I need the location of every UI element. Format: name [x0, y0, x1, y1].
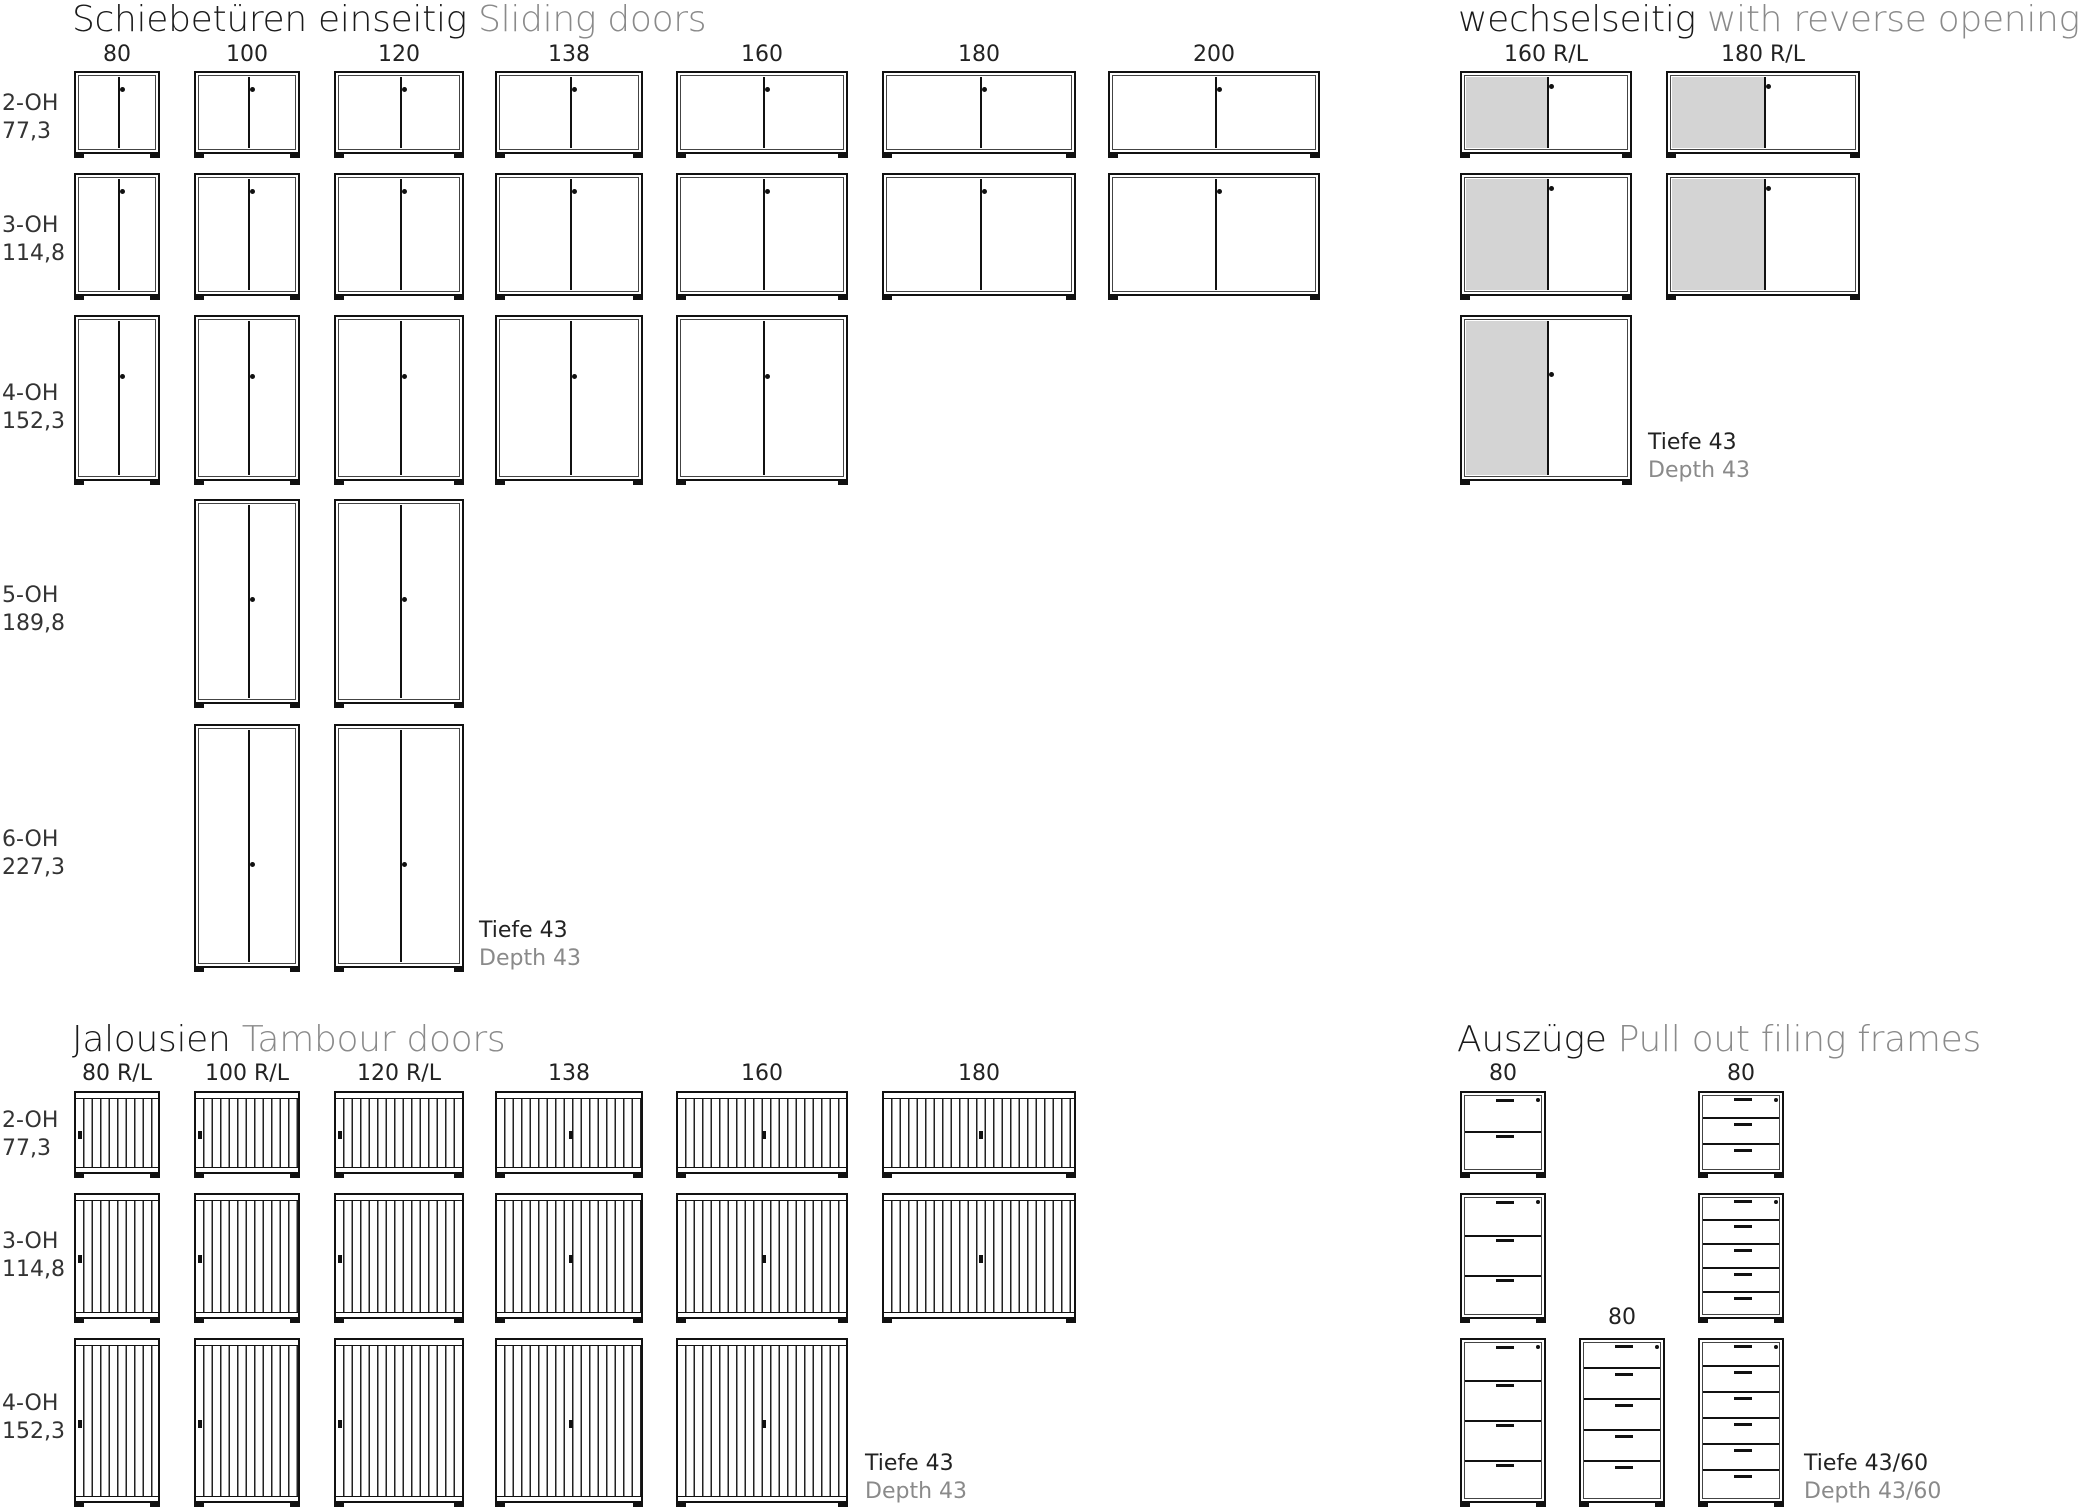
sliding-width-100: 100 — [226, 42, 268, 67]
sliding-width-120: 120 — [378, 42, 420, 67]
filing-width-80-b: 80 — [1608, 1305, 1636, 1330]
tambour-cabinet-120-4oh[interactable] — [334, 1338, 464, 1503]
tambour-width-180: 180 — [958, 1061, 1000, 1086]
reverse-opening-title — [1458, 2, 2080, 38]
filing-frames-title-de: Auszüge — [1457, 1019, 1607, 1060]
reverse-depth-note — [1648, 429, 1750, 485]
reverse-cabinet-180-3oh[interactable] — [1666, 173, 1860, 296]
sliding-row-6oh-label — [2, 826, 65, 882]
sliding-cabinet-80-2oh[interactable] — [74, 71, 160, 154]
filing-width-80-c: 80 — [1727, 1061, 1755, 1086]
filing-cabinet-a-4oh[interactable] — [1460, 1338, 1546, 1503]
sliding-cabinet-138-2oh[interactable] — [495, 71, 643, 154]
sliding-cabinet-200-2oh[interactable] — [1108, 71, 1320, 154]
reverse-cabinet-160-4oh[interactable] — [1460, 315, 1632, 481]
row-code: 3-OH — [2, 213, 59, 238]
sliding-cabinet-120-6oh[interactable] — [334, 724, 464, 968]
sliding-depth-note — [479, 917, 581, 973]
row-height: 77,3 — [2, 1136, 51, 1161]
sliding-depth-en: Depth 43 — [479, 946, 581, 971]
row-height: 114,8 — [2, 1257, 65, 1282]
reverse-cabinet-180-2oh[interactable] — [1666, 71, 1860, 154]
filing-cabinet-c-3oh[interactable] — [1698, 1193, 1784, 1319]
sliding-cabinet-138-4oh[interactable] — [495, 315, 643, 481]
sliding-cabinet-160-2oh[interactable] — [676, 71, 848, 154]
sliding-doors-title — [72, 2, 706, 38]
row-code: 2-OH — [2, 1108, 59, 1133]
row-code: 4-OH — [2, 381, 59, 406]
filing-frames-title — [1457, 1019, 1981, 1060]
tambour-cabinet-160-2oh[interactable] — [676, 1091, 848, 1174]
sliding-cabinet-80-3oh[interactable] — [74, 173, 160, 296]
row-height: 77,3 — [2, 119, 51, 144]
sliding-width-138: 138 — [548, 42, 590, 67]
tambour-cabinet-180-2oh[interactable] — [882, 1091, 1076, 1174]
tambour-width-80rl: 80 R/L — [82, 1061, 152, 1086]
filing-depth-en: Depth 43/60 — [1804, 1479, 1942, 1504]
sliding-cabinet-100-4oh[interactable] — [194, 315, 300, 481]
filing-cabinet-b-4oh[interactable] — [1579, 1338, 1665, 1503]
row-code: 3-OH — [2, 1229, 59, 1254]
tambour-row-2oh-label — [2, 1107, 58, 1163]
row-height: 114,8 — [2, 241, 65, 266]
sliding-cabinet-160-4oh[interactable] — [676, 315, 848, 481]
sliding-width-160: 160 — [741, 42, 783, 67]
tambour-depth-de: Tiefe 43 — [865, 1451, 954, 1476]
row-height: 152,3 — [2, 1419, 65, 1444]
tambour-depth-note — [865, 1450, 967, 1506]
tambour-width-160: 160 — [741, 1061, 783, 1086]
sliding-cabinet-120-5oh[interactable] — [334, 499, 464, 704]
sliding-cabinet-100-3oh[interactable] — [194, 173, 300, 296]
filing-cabinet-c-4oh[interactable] — [1698, 1338, 1784, 1503]
tambour-depth-en: Depth 43 — [865, 1479, 967, 1504]
tambour-doors-title-en: Tambour doors — [241, 1019, 506, 1060]
sliding-row-4oh-label — [2, 380, 65, 436]
sliding-doors-title-en: Sliding doors — [478, 0, 707, 40]
tambour-cabinet-120-2oh[interactable] — [334, 1091, 464, 1174]
reverse-cabinet-160-2oh[interactable] — [1460, 71, 1632, 154]
tambour-row-3oh-label — [2, 1228, 65, 1284]
reverse-width-180rl: 180 R/L — [1721, 42, 1805, 67]
tambour-cabinet-138-3oh[interactable] — [495, 1193, 643, 1319]
tambour-cabinet-138-2oh[interactable] — [495, 1091, 643, 1174]
sliding-cabinet-100-5oh[interactable] — [194, 499, 300, 704]
tambour-cabinet-120-3oh[interactable] — [334, 1193, 464, 1319]
tambour-doors-title-de: Jalousien — [72, 1019, 231, 1060]
filing-width-80-a: 80 — [1489, 1061, 1517, 1086]
filing-cabinet-a-2oh[interactable] — [1460, 1091, 1546, 1174]
tambour-width-120rl: 120 R/L — [357, 1061, 441, 1086]
row-height: 227,3 — [2, 855, 65, 880]
tambour-cabinet-80-4oh[interactable] — [74, 1338, 160, 1503]
tambour-width-138: 138 — [548, 1061, 590, 1086]
filing-frames-title-en: Pull out filing frames — [1617, 1019, 1981, 1060]
sliding-doors-title-de: Schiebetüren einseitig — [72, 0, 467, 40]
filing-cabinet-a-3oh[interactable] — [1460, 1193, 1546, 1319]
sliding-cabinet-180-2oh[interactable] — [882, 71, 1076, 154]
sliding-width-80: 80 — [103, 42, 131, 67]
row-code: 4-OH — [2, 1391, 59, 1416]
row-height: 152,3 — [2, 409, 65, 434]
sliding-depth-de: Tiefe 43 — [479, 918, 568, 943]
sliding-cabinet-120-3oh[interactable] — [334, 173, 464, 296]
tambour-cabinet-160-3oh[interactable] — [676, 1193, 848, 1319]
tambour-cabinet-160-4oh[interactable] — [676, 1338, 848, 1503]
sliding-cabinet-160-3oh[interactable] — [676, 173, 848, 296]
row-code: 2-OH — [2, 91, 59, 116]
tambour-cabinet-100-4oh[interactable] — [194, 1338, 300, 1503]
row-code: 6-OH — [2, 827, 59, 852]
sliding-row-5oh-label — [2, 582, 65, 638]
tambour-cabinet-180-3oh[interactable] — [882, 1193, 1076, 1319]
sliding-cabinet-80-4oh[interactable] — [74, 315, 160, 481]
row-code: 5-OH — [2, 583, 59, 608]
tambour-cabinet-80-2oh[interactable] — [74, 1091, 160, 1174]
reverse-depth-de: Tiefe 43 — [1648, 430, 1737, 455]
sliding-cabinet-120-4oh[interactable] — [334, 315, 464, 481]
tambour-cabinet-138-4oh[interactable] — [495, 1338, 643, 1503]
sliding-cabinet-120-2oh[interactable] — [334, 71, 464, 154]
filing-depth-note — [1804, 1450, 1941, 1506]
reverse-cabinet-160-3oh[interactable] — [1460, 173, 1632, 296]
tambour-cabinet-100-3oh[interactable] — [194, 1193, 300, 1319]
sliding-cabinet-200-3oh[interactable] — [1108, 173, 1320, 296]
sliding-cabinet-100-6oh[interactable] — [194, 724, 300, 968]
reverse-opening-title-en: with reverse opening — [1707, 0, 2080, 40]
tambour-width-100rl: 100 R/L — [205, 1061, 289, 1086]
reverse-opening-title-de: wechselseitig — [1458, 0, 1696, 40]
sliding-cabinet-100-2oh[interactable] — [194, 71, 300, 154]
sliding-row-3oh-label — [2, 212, 65, 268]
reverse-depth-en: Depth 43 — [1648, 458, 1750, 483]
filing-depth-de: Tiefe 43/60 — [1804, 1451, 1929, 1476]
row-height: 189,8 — [2, 611, 65, 636]
tambour-cabinet-100-2oh[interactable] — [194, 1091, 300, 1174]
sliding-row-2oh-label — [2, 90, 58, 146]
tambour-row-4oh-label — [2, 1390, 65, 1446]
sliding-width-180: 180 — [958, 42, 1000, 67]
sliding-width-200: 200 — [1193, 42, 1235, 67]
tambour-doors-title — [72, 1019, 506, 1060]
sliding-cabinet-138-3oh[interactable] — [495, 173, 643, 296]
sliding-cabinet-180-3oh[interactable] — [882, 173, 1076, 296]
tambour-cabinet-80-3oh[interactable] — [74, 1193, 160, 1319]
reverse-width-160rl: 160 R/L — [1504, 42, 1588, 67]
filing-cabinet-c-2oh[interactable] — [1698, 1091, 1784, 1174]
